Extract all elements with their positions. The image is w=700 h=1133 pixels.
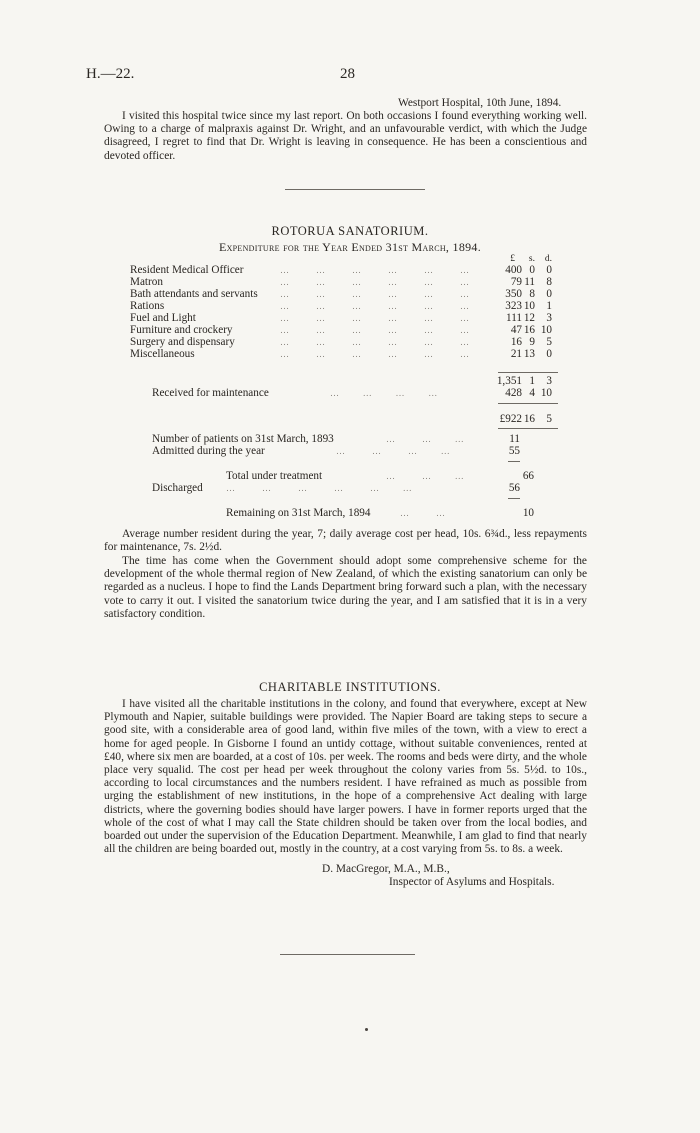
discharged-row [130, 483, 690, 495]
leader-dots: … … … … [336, 446, 451, 456]
maintenance-row [130, 388, 690, 400]
expenditure-pence: 3 [546, 312, 552, 324]
pence-header: d. [544, 254, 552, 264]
leader-dots: … … … … … … [280, 265, 470, 275]
expenditure-row [130, 289, 690, 301]
total-treatment-label: Total under treatment [226, 470, 323, 482]
rotorua-title: ROTORUA SANATORIUM. [271, 224, 429, 238]
expenditure-pounds: 16 [510, 336, 522, 348]
net-pounds: £922 [499, 413, 522, 425]
expenditure-row [130, 349, 690, 361]
maintenance-label: Received for maintenance [152, 387, 269, 399]
expenditure-pence: 0 [546, 264, 552, 276]
expenditure-label: Furniture and crockery [130, 324, 233, 336]
expenditure-label: Fuel and Light [130, 312, 196, 324]
leader-dots: … … … … … … [280, 313, 470, 323]
maintenance-pounds: 428 [505, 387, 522, 399]
remaining-rule [508, 498, 520, 499]
total-treatment-row [130, 471, 690, 483]
leader-dots: … … … … … … [280, 337, 470, 347]
subtotal-rule [498, 372, 558, 373]
expenditure-shillings: 12 [523, 312, 535, 324]
expenditure-pounds: 350 [505, 288, 522, 300]
total-shillings: 1 [529, 375, 535, 387]
discharged-value: 56 [508, 482, 520, 494]
expenditure-pounds: 323 [505, 300, 522, 312]
expenditure-pence: 0 [546, 348, 552, 360]
expenditure-row [130, 337, 690, 349]
expenditure-label: Rations [130, 300, 165, 312]
expenditure-pounds: 111 [506, 312, 522, 324]
expenditure-pence: 1 [546, 300, 552, 312]
expenditure-label: Surgery and dispensary [130, 336, 235, 348]
sum-rule [508, 461, 520, 462]
expenditure-pence: 0 [546, 288, 552, 300]
patients-start-value: 11 [509, 433, 520, 445]
signature-name: D. MacGregor, M.A., M.B., [322, 863, 450, 875]
expenditure-shillings: 8 [529, 288, 535, 300]
expenditure-shillings: 11 [524, 276, 535, 288]
expenditure-row [130, 265, 690, 277]
remaining-label: Remaining on 31st March, 1894 [226, 507, 371, 519]
page-mark [365, 1028, 368, 1031]
rotorua-paragraph-2: The time has come when the Government should adopt some comprehensive scheme for the development of the whole thermal region of New Zealand, of which the existing sanatorium can only be regarded as a nucleus. I hope to find the Lands Department bring forward such a plan, with the necessary vote to carry it out. I visited the sanatorium twice during the year, and I am satisfied that it is in a very satisfactory condition. [104, 555, 587, 620]
expenditure-pence: 5 [546, 336, 552, 348]
expenditure-pounds: 79 [510, 276, 522, 288]
leader-dots: … … … … … … [280, 289, 470, 299]
remaining-value: 10 [522, 507, 534, 519]
end-divider [280, 954, 415, 955]
expenditure-shillings: 13 [523, 348, 535, 360]
admitted-row [130, 446, 690, 458]
net-pence: 5 [546, 413, 552, 425]
report-code: H.—22. [86, 66, 135, 82]
leader-dots: … … … [386, 471, 465, 481]
admitted-value: 55 [508, 445, 520, 457]
expenditure-label: Bath attendants and servants [130, 288, 258, 300]
leader-dots: … … … … … … [280, 349, 470, 359]
page-number: 28 [340, 66, 355, 82]
total-treatment-value: 66 [522, 470, 534, 482]
total-pounds: 1,351 [496, 375, 522, 387]
expenditure-label: Miscellaneous [130, 348, 195, 360]
leader-dots: … … [400, 508, 446, 518]
leader-dots: … … … … … … [226, 483, 413, 493]
signature-title: Inspector of Asylums and Hospitals. [389, 876, 555, 888]
leader-dots: … … … … … … [280, 325, 470, 335]
patients-start-label: Number of patients on 31st March, 1893 [152, 433, 334, 445]
net-shillings: 16 [523, 413, 535, 425]
expenditure-pounds: 21 [510, 348, 522, 360]
expenditure-pounds: 400 [505, 264, 522, 276]
total-pence: 3 [546, 375, 552, 387]
net-row [130, 414, 690, 426]
expenditure-pence: 10 [540, 324, 552, 336]
expenditure-table [130, 254, 590, 554]
westport-dateline: Westport Hospital, 10th June, 1894. [398, 97, 562, 109]
shillings-header: s. [528, 254, 535, 264]
westport-paragraph: I visited this hospital twice since my last report. On both occasions I found everything working well. Owing to a charge of malpraxis against Dr. Wright, and an unfavourable verdict, with which the Judge disagreed, I regret to find that Dr. Wright is leaving in consequence. He has been a conscientious and devoted officer. [104, 110, 587, 162]
leader-dots: … … … … [330, 388, 439, 398]
maintenance-pence: 10 [540, 387, 552, 399]
expenditure-label: Matron [130, 276, 163, 288]
expenditure-row [130, 301, 690, 313]
expenditure-pounds: 47 [510, 324, 522, 336]
pounds-header: £ [510, 254, 515, 264]
net-underline [498, 428, 558, 429]
expenditure-shillings: 0 [529, 264, 535, 276]
charitable-paragraph: I have visited all the charitable institutions in the colony, and found that everywhere, except at New Plymouth and Napier, suitable buildings were provided. The Napier Board are taking steps to secure a good site, with a considerable area of good land, within five miles of the town, with a view to erect a home for aged people. In Gisborne I found an untidy cottage, without suitable conveniences, rented at £40, where six men are boarded, at a cost of 10s. per week. The rooms and beds were dirty, and the whole place very squalid. The cost per head per week throughout the colony varies from 5s. 5½d. to 10s., according to local circumstances and the numbers resident. I have refrained as much as possible from urging the establishment of new institutions, in the hope of a comprehensive Act dealing with large districts, where the governing bodies should have larger powers. I have in former reports urged that the whole of the cost of what I may call the State children should be taken over from the local bodies, and boarded out under the supervision of the Education Department. Meanwhile, I am glad to find that nearly all the children are being boarded out, mostly in the country, at a cost varying from 5s. to 8s. a week. [104, 698, 587, 856]
admitted-label: Admitted during the year [152, 445, 265, 457]
leader-dots: … … … … … … [280, 301, 470, 311]
expenditure-shillings: 9 [529, 336, 535, 348]
expenditure-label: Resident Medical Officer [130, 264, 244, 276]
rotorua-subtitle: Expenditure for the Year Ended 31st March, 1894. [218, 240, 482, 254]
leader-dots: … … … [386, 434, 465, 444]
expenditure-shillings: 16 [523, 324, 535, 336]
remaining-row [130, 508, 690, 520]
expenditure-shillings: 10 [523, 300, 535, 312]
expenditure-pence: 8 [546, 276, 552, 288]
leader-dots: … … … … … … [280, 277, 470, 287]
rotorua-paragraph-1: Average number resident during the year, 7; daily average cost per head, 10s. 6¾d., less repayments for maintenance, 7s. 2½d. [104, 528, 587, 554]
net-rule [498, 403, 558, 404]
maintenance-shillings: 4 [529, 387, 535, 399]
section-divider [285, 189, 425, 190]
charitable-title: CHARITABLE INSTITUTIONS. [259, 680, 441, 694]
discharged-label: Discharged [152, 482, 203, 494]
